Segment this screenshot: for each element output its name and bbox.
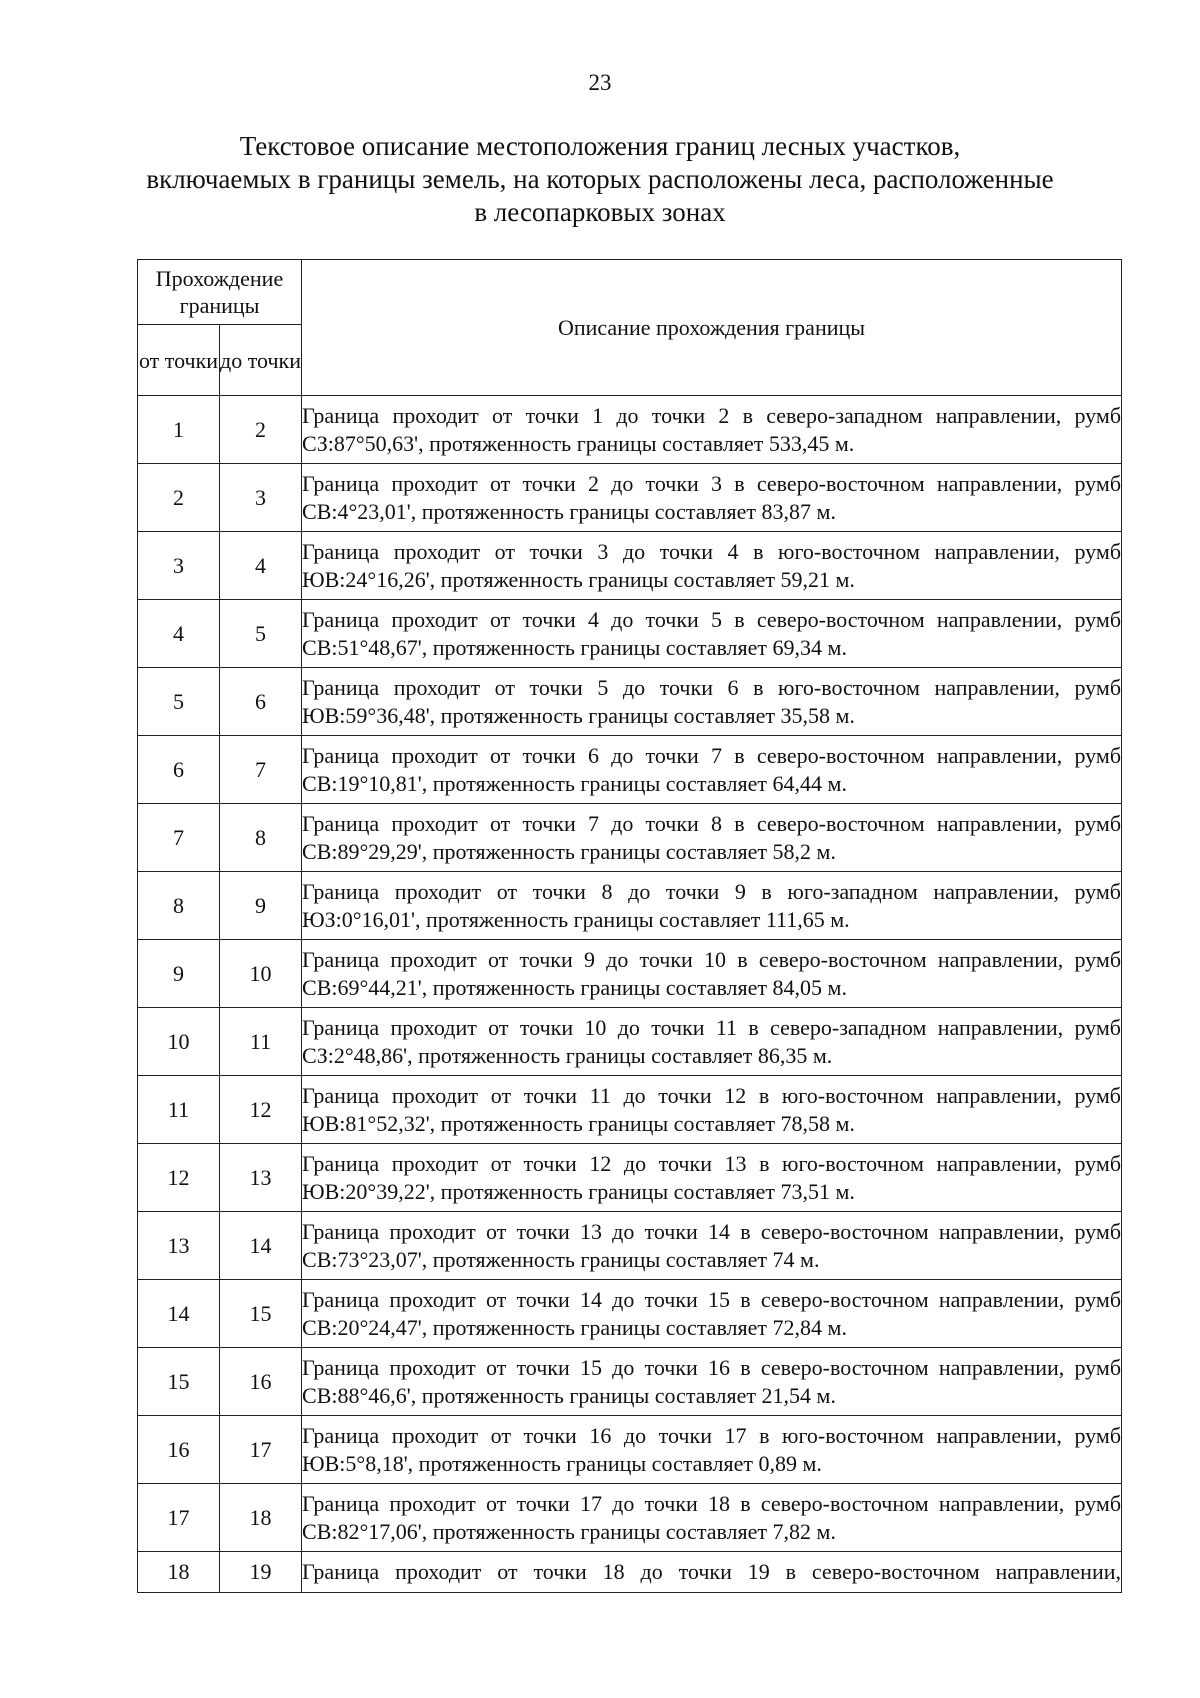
cell-description: Граница проходит от точки 8 до точки 9 в юго-западном направлении, румб ЮЗ:0°16,01', протяженность границы составляет 111,65 м. [302, 872, 1122, 940]
table-header [138, 260, 1122, 396]
cell-description: Граница проходит от точки 1 до точки 2 в северо-западном направлении, румб СЗ:87°50,63', протяженность границы составляет 533,45 м. [302, 396, 1122, 464]
table-row [138, 396, 1122, 464]
cell-from: 1 [138, 396, 220, 464]
cell-to: 3 [220, 464, 302, 532]
cell-to: 18 [220, 1484, 302, 1552]
cell-to: 17 [220, 1416, 302, 1484]
cell-description: Граница проходит от точки 17 до точки 18 в северо-восточном направлении, румб СВ:82°17,06', протяженность границы составляет 7,82 м. [302, 1484, 1122, 1552]
cell-to: 19 [220, 1552, 302, 1593]
table-row [138, 600, 1122, 668]
cell-from: 2 [138, 464, 220, 532]
title-line: в лесопарковых зонах [474, 197, 726, 227]
cell-to: 8 [220, 804, 302, 872]
page-number: 23 [588, 70, 612, 95]
table-body [138, 396, 1122, 1593]
table-row [138, 1212, 1122, 1280]
cell-to: 14 [220, 1212, 302, 1280]
cell-to: 12 [220, 1076, 302, 1144]
cell-description: Граница проходит от точки 15 до точки 16 в северо-восточном направлении, румб СВ:88°46,6', протяженность границы составляет 21,54 м. [302, 1348, 1122, 1416]
cell-from: 17 [138, 1484, 220, 1552]
table-row [138, 532, 1122, 600]
cell-to: 16 [220, 1348, 302, 1416]
cell-from: 6 [138, 736, 220, 804]
cell-description: Граница проходит от точки 2 до точки 3 в северо-восточном направлении, румб СВ:4°23,01', протяженность границы составляет 83,87 м. [302, 464, 1122, 532]
cell-to: 5 [220, 600, 302, 668]
cell-from: 7 [138, 804, 220, 872]
table-row-last [138, 1552, 1122, 1593]
cell-description: Граница проходит от точки 12 до точки 13 в юго-восточном направлении, румб ЮВ:20°39,22', протяженность границы составляет 73,51 м. [302, 1144, 1122, 1212]
cell-description: Граница проходит от точки 5 до точки 6 в юго-восточном направлении, румб ЮВ:59°36,48', протяженность границы составляет 35,58 м. [302, 668, 1122, 736]
cell-to: 13 [220, 1144, 302, 1212]
table-row [138, 1144, 1122, 1212]
cell-to: 4 [220, 532, 302, 600]
document-title [100, 130, 1100, 229]
cell-from: 8 [138, 872, 220, 940]
cell-description: Граница проходит от точки 9 до точки 10 в северо-восточном направлении, румб СВ:69°44,21', протяженность границы составляет 84,05 м. [302, 940, 1122, 1008]
cell-to: 9 [220, 872, 302, 940]
cell-to: 6 [220, 668, 302, 736]
cell-from: 9 [138, 940, 220, 1008]
cell-description-text: Граница проходит от точки 18 до точки 19 в северо-восточном направлении, [302, 1559, 1122, 1584]
cell-description: Граница проходит от точки 7 до точки 8 в северо-восточном направлении, румб СВ:89°29,29', протяженность границы составляет 58,2 м. [302, 804, 1122, 872]
table-row [138, 668, 1122, 736]
table-row [138, 940, 1122, 1008]
cell-from: 3 [138, 532, 220, 600]
cell-to: 2 [220, 396, 302, 464]
cell-description: Граница проходит от точки 11 до точки 12 в юго-восточном направлении, румб ЮВ:81°52,32', протяженность границы составляет 78,58 м. [302, 1076, 1122, 1144]
cell-to: 7 [220, 736, 302, 804]
cell-to: 10 [220, 940, 302, 1008]
cell-description [302, 1552, 1122, 1593]
table-row [138, 1416, 1122, 1484]
cell-description: Граница проходит от точки 13 до точки 14 в северо-восточном направлении, румб СВ:73°23,07', протяженность границы составляет 74 м. [302, 1212, 1122, 1280]
header-to: до точки [220, 325, 302, 396]
cell-from: 11 [138, 1076, 220, 1144]
cell-to: 15 [220, 1280, 302, 1348]
table-row [138, 1280, 1122, 1348]
table-row [138, 1348, 1122, 1416]
table-row [138, 1484, 1122, 1552]
header-description: Описание прохождения границы [302, 260, 1122, 396]
header-from: от точки [138, 325, 220, 396]
table-row [138, 872, 1122, 940]
cell-description: Граница проходит от точки 14 до точки 15 в северо-восточном направлении, румб СВ:20°24,47', протяженность границы составляет 72,84 м. [302, 1280, 1122, 1348]
cell-description: Граница проходит от точки 3 до точки 4 в юго-восточном направлении, румб ЮВ:24°16,26', протяженность границы составляет 59,21 м. [302, 532, 1122, 600]
cell-from: 16 [138, 1416, 220, 1484]
cell-from: 10 [138, 1008, 220, 1076]
cell-from: 5 [138, 668, 220, 736]
cell-from: 12 [138, 1144, 220, 1212]
table-row [138, 1076, 1122, 1144]
cell-description: Граница проходит от точки 16 до точки 17 в юго-восточном направлении, румб ЮВ:5°8,18', протяженность границы составляет 0,89 м. [302, 1416, 1122, 1484]
cell-from: 15 [138, 1348, 220, 1416]
title-line: Текстовое описание местоположения границ лесных участков, [239, 131, 961, 161]
cell-from: 4 [138, 600, 220, 668]
cell-to: 11 [220, 1008, 302, 1076]
cell-description: Граница проходит от точки 4 до точки 5 в северо-восточном направлении, румб СВ:51°48,67', протяженность границы составляет 69,34 м. [302, 600, 1122, 668]
table-row [138, 1008, 1122, 1076]
table-row [138, 736, 1122, 804]
cell-description: Граница проходит от точки 6 до точки 7 в северо-восточном направлении, румб СВ:19°10,81', протяженность границы составляет 64,44 м. [302, 736, 1122, 804]
cell-description: Граница проходит от точки 10 до точки 11 в северо-западном направлении, румб СЗ:2°48,86', протяженность границы составляет 86,35 м. [302, 1008, 1122, 1076]
cell-from: 14 [138, 1280, 220, 1348]
table-row [138, 804, 1122, 872]
cell-from: 13 [138, 1212, 220, 1280]
boundary-table [137, 259, 1122, 1593]
cell-from: 18 [138, 1552, 220, 1593]
table-row [138, 464, 1122, 532]
header-passage: Прохождение границы [138, 260, 302, 325]
title-line: включаемых в границы земель, на которых расположены леса, расположенные [146, 164, 1054, 194]
